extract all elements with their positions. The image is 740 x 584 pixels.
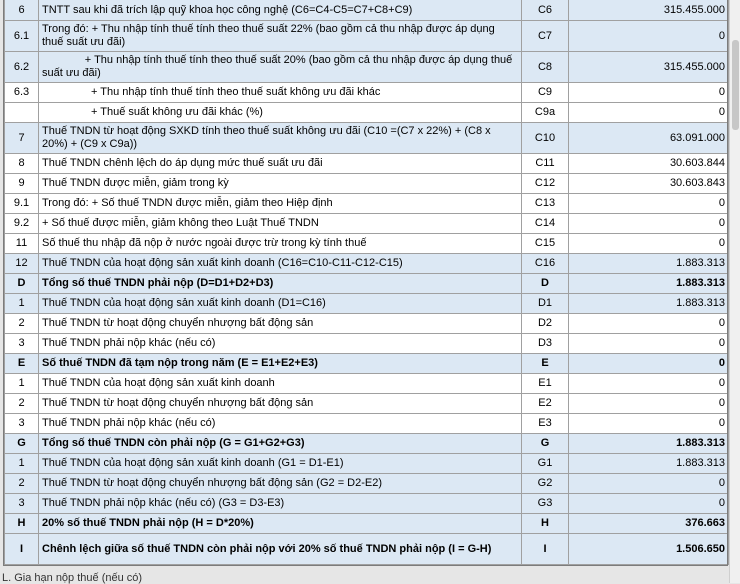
table-row [5,234,729,254]
row-code: E3 [522,414,569,434]
row-code: C16 [522,254,569,274]
row-indicator-name: 20% số thuế TNDN phải nộp (H = D*20%) [39,514,522,534]
table-row [5,194,729,214]
row-value[interactable]: 1.883.313 [569,274,729,294]
row-code: C10 [522,123,569,154]
row-indicator-name: Số thuế thu nhập đã nộp ở nước ngoài được trừ trong kỳ tính thuế [39,234,522,254]
row-indicator-name: Thuế TNDN phải nộp khác (nếu có) [39,414,522,434]
row-value[interactable]: 30.603.844 [569,154,729,174]
table-row [5,103,729,123]
row-indicator-name: Thuế TNDN được miễn, giảm trong kỳ [39,174,522,194]
table-row [5,123,729,154]
row-code: C13 [522,194,569,214]
row-indicator-name: Tổng số thuế TNDN phải nộp (D=D1+D2+D3) [39,274,522,294]
row-value[interactable]: 0 [569,334,729,354]
table-row [5,434,729,454]
table-row [5,214,729,234]
row-value[interactable]: 1.506.650 [569,534,729,565]
row-indicator-name: Thuế TNDN của hoạt động sản xuất kinh doanh (C16=C10-C11-C12-C15) [39,254,522,274]
row-indicator-name: Tổng số thuế TNDN còn phải nộp (G = G1+G2+G3) [39,434,522,454]
row-number: 1 [5,454,39,474]
table-row [5,174,729,194]
row-code: E [522,354,569,374]
row-indicator-name: Thuế TNDN của hoạt động sản xuất kinh doanh [39,374,522,394]
row-value[interactable]: 63.091.000 [569,123,729,154]
row-number: 8 [5,154,39,174]
table-row [5,394,729,414]
row-code: C14 [522,214,569,234]
row-code: G3 [522,494,569,514]
row-number: I [5,534,39,565]
row-number: G [5,434,39,454]
row-value[interactable]: 0 [569,394,729,414]
tax-table [4,0,729,565]
extension-section-title: L. Gia hạn nộp thuế (nếu có) [2,572,143,584]
row-indicator-name: + Thuế suất không ưu đãi khác (%) [39,103,522,123]
row-code: C8 [522,52,569,83]
row-number: 9 [5,174,39,194]
table-row [5,274,729,294]
table-row [5,474,729,494]
row-code: D2 [522,314,569,334]
table-row [5,514,729,534]
table-row [5,314,729,334]
row-number: 3 [5,334,39,354]
row-number: 6.1 [5,21,39,52]
row-number: H [5,514,39,534]
row-value[interactable]: 0 [569,494,729,514]
row-value[interactable]: 0 [569,374,729,394]
row-value[interactable]: 30.603.843 [569,174,729,194]
table-row [5,534,729,565]
row-number: 1 [5,374,39,394]
row-code: D [522,274,569,294]
row-code: C9 [522,83,569,103]
table-row [5,334,729,354]
row-value[interactable]: 0 [569,214,729,234]
row-number: 2 [5,394,39,414]
table-row [5,0,729,21]
row-indicator-name: Trong đó: + Số thuế TNDN được miễn, giảm theo Hiệp định [39,194,522,214]
row-value[interactable]: 1.883.313 [569,434,729,454]
row-value[interactable]: 0 [569,414,729,434]
row-number: 12 [5,254,39,274]
row-number: E [5,354,39,374]
row-indicator-name: Chênh lệch giữa số thuế TNDN còn phải nộp với 20% số thuế TNDN phải nộp (I = G-H) [39,534,522,565]
row-value[interactable]: 0 [569,234,729,254]
row-code: G2 [522,474,569,494]
row-indicator-name: Trong đó: + Thu nhập tính thuế tính theo thuế suất 22% (bao gồm cả thu nhập được áp dụng thuế suất ưu đãi) [39,21,522,52]
table-row [5,494,729,514]
table-row [5,254,729,274]
row-number: 6 [5,0,39,21]
row-code: C12 [522,174,569,194]
row-code: C9a [522,103,569,123]
tax-table-body [5,0,729,565]
row-indicator-name: + Thu nhập tính thuế tính theo thuế suất 20% (bao gồm cả thu nhập được áp dụng thuế suất ưu đãi) [39,52,522,83]
row-indicator-name: Thuế TNDN từ hoạt động SXKD tính theo thuế suất không ưu đãi (C10 =(C7 x 22%) + (C8 x 20%) + (C9 x C9a)) [39,123,522,154]
row-code: E2 [522,394,569,414]
scrollbar-thumb[interactable] [732,40,739,130]
row-number: 2 [5,314,39,334]
row-indicator-name: + Thu nhập tính thuế tính theo thuế suất không ưu đãi khác [39,83,522,103]
row-value[interactable]: 0 [569,103,729,123]
row-indicator-name: Thuế TNDN chênh lệch do áp dụng mức thuế suất ưu đãi [39,154,522,174]
row-indicator-name: + Số thuế được miễn, giảm không theo Luật Thuế TNDN [39,214,522,234]
row-value[interactable]: 0 [569,21,729,52]
table-row [5,454,729,474]
row-code: I [522,534,569,565]
row-indicator-name: Thuế TNDN phải nộp khác (nếu có) [39,334,522,354]
row-number: 6.2 [5,52,39,83]
row-code: C15 [522,234,569,254]
row-code: C7 [522,21,569,52]
row-indicator-name: Thuế TNDN từ hoạt động chuyển nhượng bất động sản (G2 = D2-E2) [39,474,522,494]
row-code: E1 [522,374,569,394]
row-indicator-name: Số thuế TNDN đã tạm nộp trong năm (E = E1+E2+E3) [39,354,522,374]
row-indicator-name: TNTT sau khi đã trích lập quỹ khoa học công nghệ (C6=C4-C5=C7+C8+C9) [39,0,522,21]
row-number: 3 [5,414,39,434]
row-value[interactable]: 315.455.000 [569,0,729,21]
row-number: 3 [5,494,39,514]
row-number [5,103,39,123]
table-row [5,294,729,314]
table-row [5,83,729,103]
row-indicator-name: Thuế TNDN từ hoạt động chuyển nhượng bất động sản [39,394,522,414]
row-value[interactable]: 1.883.313 [569,254,729,274]
table-row [5,374,729,394]
row-number: 6.3 [5,83,39,103]
row-number: D [5,274,39,294]
row-code: C11 [522,154,569,174]
row-value[interactable]: 0 [569,314,729,334]
row-value[interactable]: 0 [569,474,729,494]
row-value[interactable]: 1.883.313 [569,454,729,474]
row-value[interactable]: 0 [569,194,729,214]
table-row [5,414,729,434]
table-row [5,52,729,83]
row-code: H [522,514,569,534]
row-number: 2 [5,474,39,494]
row-value[interactable]: 1.883.313 [569,294,729,314]
row-code: C6 [522,0,569,21]
row-number: 7 [5,123,39,154]
row-number: 1 [5,294,39,314]
row-number: 11 [5,234,39,254]
row-code: G1 [522,454,569,474]
vertical-scrollbar[interactable] [729,0,740,583]
table-row [5,354,729,374]
row-value[interactable]: 376.663 [569,514,729,534]
row-code: G [522,434,569,454]
row-code: D1 [522,294,569,314]
row-indicator-name: Thuế TNDN của hoạt động sản xuất kinh doanh (G1 = D1-E1) [39,454,522,474]
row-indicator-name: Thuế TNDN từ hoạt động chuyển nhượng bất động sản [39,314,522,334]
row-value[interactable]: 0 [569,354,729,374]
row-value[interactable]: 0 [569,83,729,103]
row-number: 9.1 [5,194,39,214]
row-code: D3 [522,334,569,354]
row-number: 9.2 [5,214,39,234]
row-indicator-name: Thuế TNDN của hoạt động sản xuất kinh doanh (D1=C16) [39,294,522,314]
table-row [5,154,729,174]
row-value[interactable]: 315.455.000 [569,52,729,83]
row-indicator-name: Thuế TNDN phải nộp khác (nếu có) (G3 = D3-E3) [39,494,522,514]
table-row [5,21,729,52]
